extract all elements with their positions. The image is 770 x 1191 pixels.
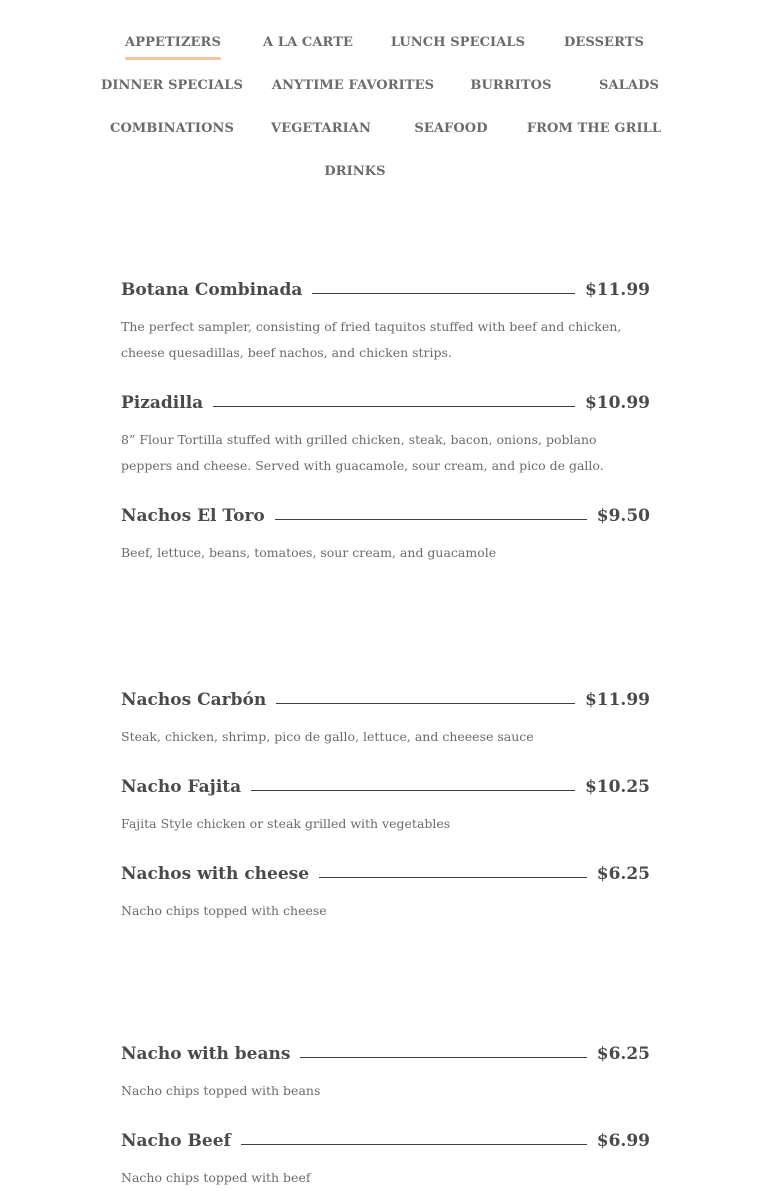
item-description: Nacho chips topped with beans	[121, 1083, 321, 1098]
item-description: Beef, lettuce, beans, tomatoes, sour cream, and guacamole	[121, 545, 497, 560]
tab-drinks[interactable]	[324, 159, 385, 185]
tab-label: VEGETARIAN	[271, 121, 371, 136]
tab-label: FROM THE GRILL	[526, 121, 662, 136]
tab-label: SEAFOOD	[414, 121, 488, 136]
menu-item	[121, 391, 650, 479]
tab-label: DESSERTS	[563, 35, 645, 50]
tab-dinner-specials[interactable]	[101, 73, 243, 99]
tab-from-the-grill[interactable]	[527, 116, 661, 142]
item-description: Nacho chips topped with beef	[121, 1170, 311, 1185]
item-price: $6.99	[596, 1131, 650, 1151]
tab-label: APPETIZERS	[125, 35, 221, 50]
item-description: The perfect sampler, consisting of fried taquitos stuffed with beef and chicken, cheese quesadillas, beef nachos, and chicken strips.	[121, 319, 622, 360]
tab-label: DINNER SPECIALS	[101, 78, 243, 93]
menu-item	[121, 775, 650, 837]
item-price: $10.25	[584, 777, 650, 797]
dotted-leader	[300, 1057, 586, 1058]
tab-label: COMBINATIONS	[110, 121, 234, 136]
menu-item	[121, 1129, 650, 1191]
item-name: Nacho with beans	[121, 1044, 291, 1064]
tab-salads[interactable]	[599, 73, 659, 99]
item-price: $11.99	[584, 690, 650, 710]
dotted-leader	[319, 877, 587, 878]
item-description: Nacho chips topped with cheese	[121, 903, 327, 918]
tab-label: SALADS	[599, 78, 659, 93]
item-price: $9.50	[596, 506, 650, 526]
dotted-leader	[213, 406, 575, 407]
dotted-leader	[275, 519, 587, 520]
item-price: $10.99	[584, 393, 650, 413]
menu-item	[121, 278, 650, 366]
tab-seafood[interactable]	[414, 116, 487, 142]
tab-appetizers[interactable]	[125, 30, 221, 56]
tab-combinations[interactable]	[110, 116, 234, 142]
dotted-leader	[251, 790, 575, 791]
active-tab-underline	[125, 57, 221, 60]
item-name: Nacho Fajita	[121, 777, 242, 797]
tab-a-la-carte[interactable]	[263, 30, 353, 56]
tab-label: A LA CARTE	[263, 35, 353, 50]
item-price: $6.25	[596, 864, 650, 884]
tab-burritos[interactable]	[470, 73, 551, 99]
item-description: Fajita Style chicken or steak grilled with vegetables	[121, 816, 451, 831]
dotted-leader	[241, 1144, 587, 1145]
tab-vegetarian[interactable]	[271, 116, 371, 142]
item-name: Nachos Carbón	[121, 690, 267, 710]
item-description: Steak, chicken, shrimp, pico de gallo, lettuce, and cheeese sauce	[121, 729, 534, 744]
item-name: Pizadilla	[121, 393, 204, 413]
tab-label: BURRITOS	[470, 78, 552, 93]
dotted-leader	[276, 703, 575, 704]
item-name: Nacho Beef	[121, 1131, 231, 1151]
menu-item	[121, 862, 650, 924]
tab-lunch-specials[interactable]	[391, 30, 525, 56]
menu-item	[121, 504, 650, 566]
item-price: $6.25	[596, 1044, 650, 1064]
item-description: 8” Flour Tortilla stuffed with grilled chicken, steak, bacon, onions, poblano peppers and cheese. Served with guacamole, sour cream, and pico de gallo.	[121, 432, 604, 473]
tab-label: ANYTIME FAVORITES	[271, 78, 435, 93]
menu-item	[121, 1042, 650, 1104]
item-name: Nachos El Toro	[121, 506, 265, 526]
item-name: Botana Combinada	[121, 280, 303, 300]
menu-item	[121, 688, 650, 750]
item-name: Nachos with cheese	[121, 864, 310, 884]
tab-anytime-favorites[interactable]	[272, 73, 434, 99]
tab-label: DRINKS	[324, 164, 386, 179]
tab-desserts[interactable]	[564, 30, 644, 56]
tab-label: LUNCH SPECIALS	[390, 35, 526, 50]
item-price: $11.99	[584, 280, 650, 300]
dotted-leader	[312, 293, 575, 294]
